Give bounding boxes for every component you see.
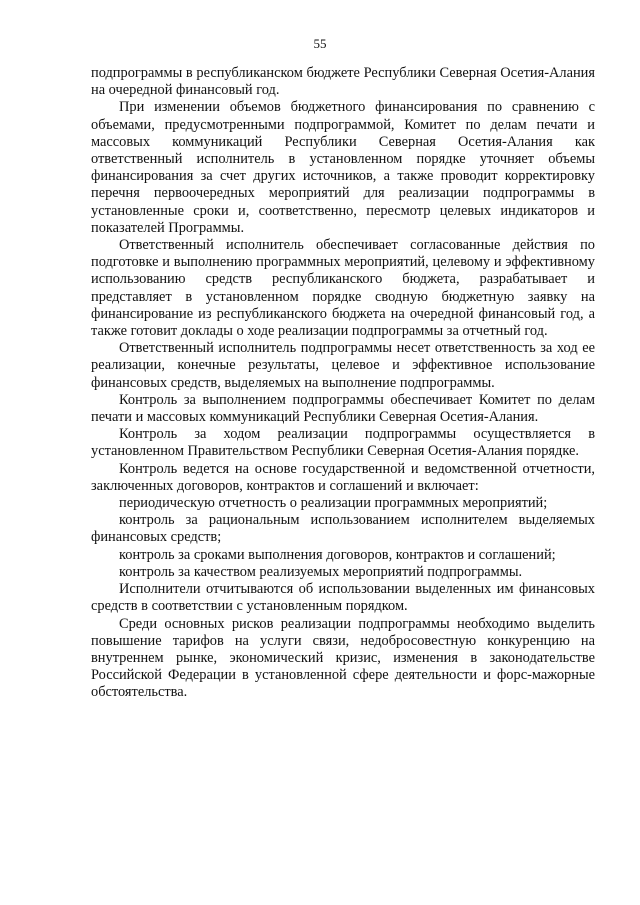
paragraph: Среди основных рисков реализации подпрограммы необходимо выделить повышение тарифов на услуги связи, недобросовестную конкуренцию на внутреннем рынке, экономический кризис, изменения в законодательстве Российской Федерации в установленной сфере деятельности и форс-мажорные обстоятельства.: [91, 615, 595, 701]
document-body: [91, 65, 595, 702]
paragraph: Контроль за выполнением подпрограммы обеспечивает Комитет по делам печати и массовых коммуникаций Республики Северная Осетия-Алания.: [91, 391, 595, 426]
list-item: контроль за сроками выполнения договоров, контрактов и соглашений;: [119, 546, 556, 563]
page-number: 55: [313, 36, 327, 51]
paragraph: подпрограммы в республиканском бюджете Республики Северная Осетия-Алания на очередной финансовый год.: [91, 65, 595, 99]
paragraph: Контроль ведется на основе государственной и ведомственной отчетности, заключенных договоров, контрактов и соглашений и включает:: [91, 460, 595, 494]
list-item: периодическую отчетность о реализации программных мероприятий;: [119, 495, 548, 512]
list-item: контроль за рациональным использованием исполнителем выделяемых финансовых средств;: [91, 512, 595, 546]
paragraph: Ответственный исполнитель подпрограммы несет ответственность за ход ее реализации, конечные результаты, целевое и эффективное использование финансовых средств, выделяемых на выполнение подпрограммы.: [91, 340, 595, 391]
paragraph: Контроль за ходом реализации подпрограммы осуществляется в установленном Правительством Республики Северная Осетия-Алания порядке.: [91, 426, 595, 460]
paragraph: Ответственный исполнитель обеспечивает согласованные действия по подготовке и выполнению программных мероприятий, целевому и эффективному использованию средств республиканского бюджета, разрабатывает и представляет в установленном порядке сводную бюджетную заявку на финансирование из республиканского бюджета на очередной финансовый год, а также готовит доклады о ходе реализации подпрограммы за отчетный год.: [91, 237, 595, 340]
paragraph: При изменении объемов бюджетного финансирования по сравнению с объемами, предусмотренными подпрограммой, Комитет по делам печати и массовых коммуникаций Республики Северная Осетия-Алания как ответственный исполнитель в установленном порядке уточняет объемы финансирования за счет других источников, а также проводит корректировку перечня первоочередных мероприятий для реализации подпрограммы в установленные сроки и, соответственно, пересмотр целевых индикаторов и показателей Программы.: [91, 99, 595, 236]
paragraph: Исполнители отчитываются об использовании выделенных им финансовых средств в соответствии с установленным порядком.: [91, 581, 595, 615]
list-item: контроль за качеством реализуемых мероприятий подпрограммы.: [119, 563, 523, 580]
